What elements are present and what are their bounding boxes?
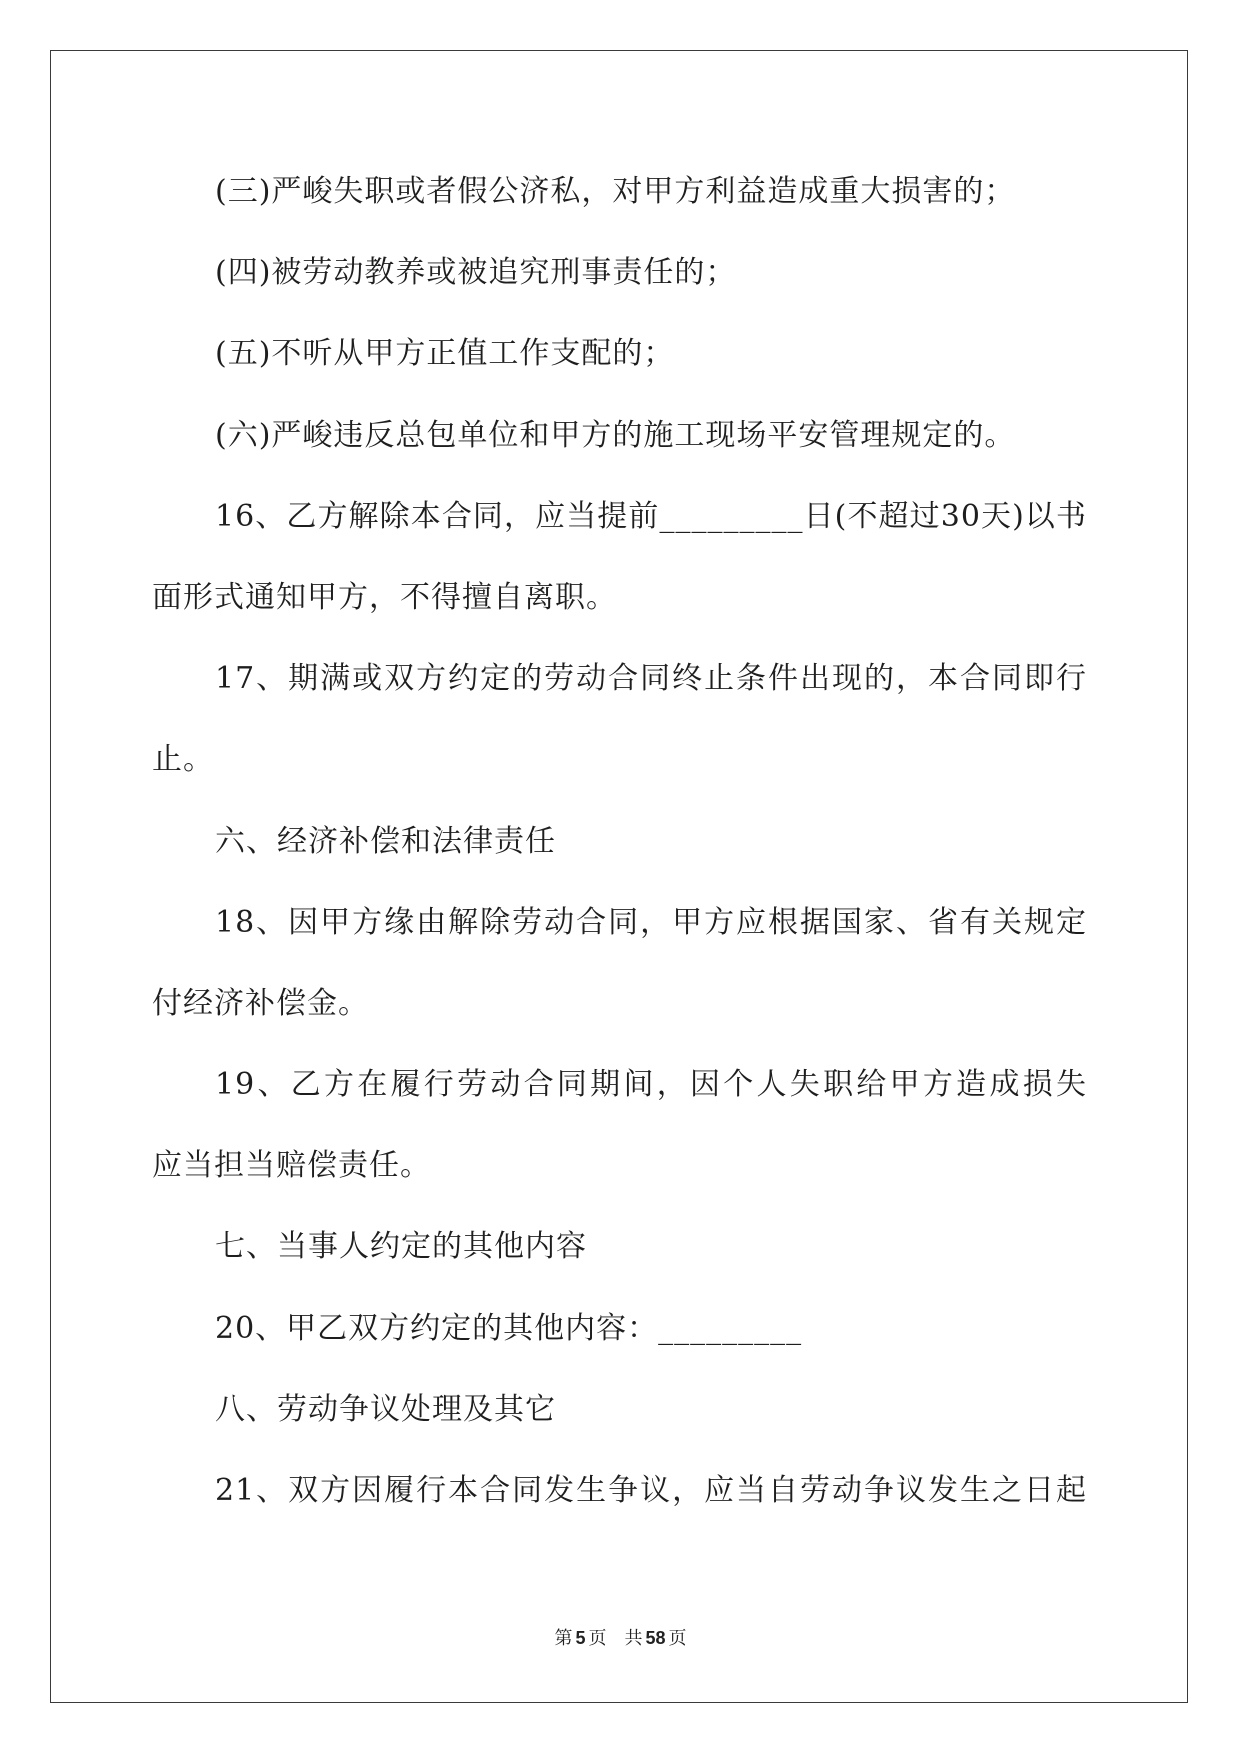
total-suffix: 页 [668,1628,687,1649]
page-prefix: 第 [554,1628,573,1649]
paragraph-line: 止。 [152,742,214,778]
document-body [152,151,1087,1531]
page-number: 5 [575,1628,586,1648]
paragraph-line: 21、双方因履行本合同发生争议，应当自劳动争议发生之日起 [215,1473,1087,1508]
paragraph-line: 面形式通知甲方，不得擅自离职。 [152,579,617,615]
section-heading: 七、当事人约定的其他内容 [215,1229,587,1265]
paragraph-line: 应当担当赔偿责任。 [152,1148,431,1184]
paragraph-line: (五)不听从甲方正值工作支配的； [215,336,675,372]
total-pages: 58 [645,1628,666,1648]
paragraph-line: (四)被劳动教养或被追究刑事责任的； [215,255,737,291]
paragraph-line: (六)严峻违反总包单位和甲方的施工现场平安管理规定的。 [215,417,1016,453]
page-footer [0,1626,1241,1650]
paragraph-line: 16、乙方解除本合同，应当提前_________日(不超过30天)以书 [215,498,1087,534]
paragraph-line: 19、乙方在履行劳动合同期间，因个人失职给甲方造成损失 [215,1067,1087,1103]
page-suffix: 页 [588,1628,607,1649]
paragraph-line: 18、因甲方缘由解除劳动合同，甲方应根据国家、省有关规定 [215,904,1087,940]
paragraph-line: 17、期满或双方约定的劳动合同终止条件出现的，本合同即行 [215,661,1087,697]
section-heading: 六、经济补偿和法律责任 [215,823,556,859]
paragraph-line: (三)严峻失职或者假公济私，对甲方利益造成重大损害的； [215,174,1016,209]
paragraph-line: 付经济补偿金。 [152,985,369,1021]
total-prefix: 共 [624,1628,643,1649]
paragraph-line: 20、甲乙双方约定的其他内容：_________ [215,1310,803,1346]
section-heading: 八、劳动争议处理及其它 [215,1391,556,1427]
